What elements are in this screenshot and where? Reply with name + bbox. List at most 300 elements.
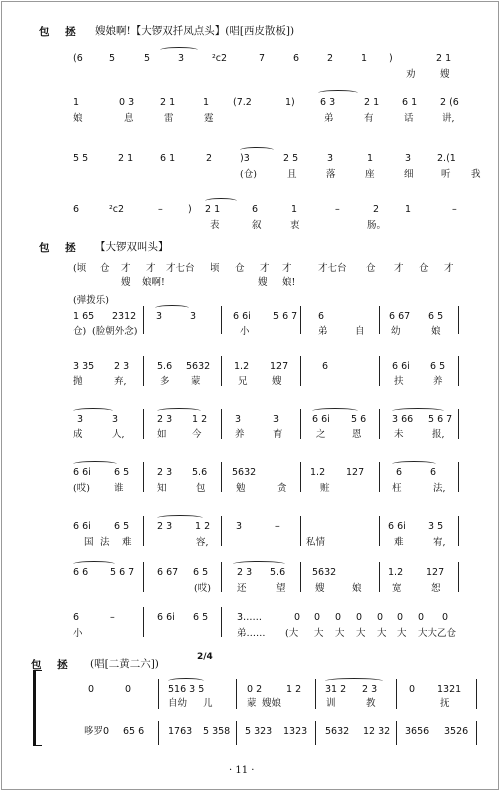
section-header [0, 240, 500, 254]
notation-row [0, 611, 500, 625]
note: 5 6 7 [273, 311, 298, 322]
note: 6 6i [388, 521, 406, 532]
note: 顷 [210, 263, 220, 274]
note: 1.2 [310, 467, 326, 478]
note: 1 2 [286, 684, 302, 695]
lyric: 私情 [306, 537, 326, 548]
lyric: 大 [377, 628, 387, 639]
note: 3 [112, 414, 119, 425]
section-header [0, 657, 500, 671]
slur [168, 678, 204, 684]
lyric: 娘啊! [142, 277, 165, 288]
barline [379, 562, 380, 592]
lyric: 幼 [391, 326, 401, 337]
note: 1 [361, 53, 368, 64]
lyric: 娘! [282, 277, 296, 288]
note: 6 6i [73, 467, 91, 478]
note: 5 [109, 53, 116, 64]
note: 2 1 [364, 97, 380, 108]
notation-row [0, 203, 500, 217]
barline [143, 562, 144, 592]
lyric: 之 [316, 429, 326, 440]
barline [143, 607, 144, 637]
note: 1323 [283, 726, 308, 737]
lyric: 勉 [236, 483, 246, 494]
barline [236, 721, 237, 745]
lyric: 育 [273, 429, 283, 440]
note: – [158, 204, 163, 215]
barline [300, 562, 301, 592]
note: 0 [442, 612, 449, 623]
note: (6 [73, 53, 83, 64]
note: 6 6i [233, 311, 251, 322]
note: 1 2 [192, 414, 208, 425]
lyric: 宥, [433, 537, 446, 548]
barline [221, 462, 222, 492]
lyric: 肠。 [367, 220, 387, 231]
lyric: 我 [471, 169, 481, 180]
notation-row [0, 52, 500, 66]
lyric: 小 [240, 326, 250, 337]
slur [155, 305, 189, 311]
note: 2 (6 [440, 97, 459, 108]
lyric: 自幼 [168, 698, 188, 709]
note: 127 [426, 567, 445, 578]
lyric: 包 [196, 483, 206, 494]
lyric: 话 [404, 113, 414, 124]
note: 3 [327, 153, 334, 164]
note: )3 [240, 153, 250, 164]
slur [160, 47, 198, 53]
note: 6 67 [389, 311, 411, 322]
note: 5 5 [73, 153, 89, 164]
note: 才 [121, 263, 131, 274]
lyric: 兄 [238, 376, 248, 387]
note: 0 [409, 684, 416, 695]
barline [458, 516, 459, 546]
note: 6 5 [193, 567, 209, 578]
note: 5 323 [245, 726, 273, 737]
note: 0 3 [119, 97, 135, 108]
lyric: 蒙 [191, 376, 201, 387]
barline [143, 306, 144, 334]
lyric: 今 [192, 429, 202, 440]
barline [158, 679, 159, 709]
note: 2 1 [205, 204, 221, 215]
lyric: (哎) [73, 483, 90, 494]
lyric: 训 [326, 698, 336, 709]
barline [143, 462, 144, 492]
barline [315, 679, 316, 709]
lyric: 养 [433, 376, 443, 387]
note: 6 5 [430, 361, 446, 372]
role-label: 包 拯 [39, 242, 82, 254]
notation-row [0, 683, 500, 697]
barline [476, 721, 477, 745]
note: 5632 [325, 726, 350, 737]
note: 1) [285, 97, 295, 108]
note: 5.6 [192, 467, 208, 478]
note: 6 [322, 361, 329, 372]
slur [325, 678, 383, 684]
barline [458, 462, 459, 492]
lyric: 弃, [114, 376, 127, 387]
note: 6 5 [428, 311, 444, 322]
lyric: 未 [394, 429, 404, 440]
note: 2 1 [160, 97, 176, 108]
note: 0 [314, 612, 321, 623]
role-label: 包 拯 [39, 26, 82, 38]
note: 5.6 [157, 361, 173, 372]
lyric: 难 [394, 537, 404, 548]
lyrics-row [0, 168, 500, 182]
lyric: 叙 [252, 220, 262, 231]
slur [73, 408, 113, 414]
lyrics-row [0, 428, 500, 442]
lyric: (大 [285, 628, 299, 639]
lyric: 大大乙仓 [418, 628, 457, 639]
section-header [0, 24, 500, 38]
lyric: 人, [112, 429, 125, 440]
note: 3 5 [428, 521, 444, 532]
barline [143, 356, 144, 386]
note: 6 3 [320, 97, 336, 108]
slur [73, 461, 117, 467]
note: 0 [125, 684, 132, 695]
lyric: 恕 [431, 583, 441, 594]
lyric: 大 [356, 628, 366, 639]
lyrics-row [0, 276, 500, 290]
barline [379, 306, 380, 334]
note: 才 [444, 263, 454, 274]
lyric: 容, [196, 537, 209, 548]
barline [221, 409, 222, 439]
lyric: (哎) [194, 583, 211, 594]
lyric: 劝 [406, 69, 416, 80]
barline [236, 679, 237, 709]
notation-row [0, 725, 500, 739]
note: 3 [273, 414, 280, 425]
lyric: 嫂 [440, 69, 450, 80]
slur [157, 515, 203, 521]
note: 1 [405, 204, 412, 215]
lyric: 娘 [352, 583, 362, 594]
note: 3 66 [392, 414, 414, 425]
note: – [110, 612, 115, 623]
lyric: 还 [237, 583, 247, 594]
note: 3 [235, 414, 242, 425]
slur [392, 408, 444, 414]
role-label: 包 拯 [31, 659, 74, 671]
note: 7 [259, 53, 266, 64]
note: 3 [190, 311, 197, 322]
barline [143, 516, 144, 546]
lyric: 恩 [352, 429, 362, 440]
percussion-row [0, 262, 500, 276]
note: ) [389, 53, 393, 64]
note: 哆罗0 [84, 726, 110, 737]
note: 仓 [366, 263, 376, 274]
lyric: 弟 [318, 326, 328, 337]
lyric: 表 [210, 220, 220, 231]
note: 6 6i [312, 414, 330, 425]
note: 6 [252, 204, 259, 215]
lyric: 大 [335, 628, 345, 639]
note: 才七台 [166, 263, 195, 274]
note: – [275, 521, 280, 532]
lyric: 难 [122, 537, 132, 548]
note: 2 3 [114, 361, 130, 372]
barline [300, 306, 301, 334]
lyric: 教 [366, 698, 376, 709]
lyric: 报, [432, 429, 445, 440]
lyrics-row [0, 325, 500, 339]
note: 2 3 [157, 467, 173, 478]
note: 6 6i [392, 361, 410, 372]
lyric: 且 [287, 169, 297, 180]
note: 1321 [437, 684, 462, 695]
slur [233, 561, 285, 567]
note: 6 [73, 612, 80, 623]
note: 0 [294, 612, 301, 623]
slur [205, 198, 237, 204]
note: 6 6i [157, 612, 175, 623]
slur [73, 561, 115, 567]
notation-row [0, 152, 500, 166]
note: 31 2 [325, 684, 347, 695]
note: 0 [418, 612, 425, 623]
note: ²c2 [109, 204, 125, 215]
note: 65 6 [123, 726, 145, 737]
note: 3…… [237, 612, 263, 623]
notation-row [0, 566, 500, 580]
note: 5632 [232, 467, 257, 478]
performance-note [0, 294, 500, 308]
notation-row [0, 520, 500, 534]
notation-row [0, 310, 500, 324]
time-signature: 2/4 [197, 652, 213, 662]
note: 3 35 [73, 361, 95, 372]
lyric: 贪 [277, 483, 287, 494]
note: 516 3 5 [168, 684, 205, 695]
note: 3 [156, 311, 163, 322]
lyric: 细 [404, 169, 414, 180]
barline [221, 516, 222, 546]
barline [458, 306, 459, 334]
slur [312, 408, 358, 414]
barline [476, 679, 477, 709]
note: 2312 [112, 311, 137, 322]
lyric: 息 [124, 113, 134, 124]
lyric: 座 [365, 169, 375, 180]
lyric: (仓) [240, 169, 257, 180]
lyric: 落 [326, 169, 336, 180]
note: 6 6 [73, 567, 89, 578]
lyric: 宽 [392, 583, 402, 594]
lyric: 抛 [73, 376, 83, 387]
note: 6 [73, 204, 80, 215]
lyric: 嫂娘 [262, 698, 282, 709]
note: 12 32 [363, 726, 391, 737]
note: 才七台 [318, 263, 347, 274]
note: 2 3 [157, 414, 173, 425]
note: (顷 [73, 263, 87, 274]
lyric: 嫂 [272, 376, 282, 387]
slur [157, 408, 201, 414]
note: 6 5 [114, 467, 130, 478]
note: 6 [396, 467, 403, 478]
slur [240, 147, 274, 153]
note: 2 1 [118, 153, 134, 164]
lyric: 如 [157, 429, 167, 440]
note: – [335, 204, 340, 215]
barline [458, 409, 459, 439]
note: – [452, 204, 457, 215]
note: 3656 [405, 726, 430, 737]
barline [458, 356, 459, 386]
lyrics-row [0, 536, 500, 550]
notation-row [0, 466, 500, 480]
note: ²c2 [212, 53, 228, 64]
lyric: 成 [73, 429, 83, 440]
slur [318, 90, 358, 96]
note: 2 [206, 153, 213, 164]
note: 0 [335, 612, 342, 623]
slur [392, 461, 436, 467]
lyric: 扶 [394, 376, 404, 387]
lyric: 大 [397, 628, 407, 639]
note: 1.2 [234, 361, 250, 372]
notation-row [0, 360, 500, 374]
note: 3 [236, 521, 243, 532]
note: 127 [270, 361, 289, 372]
lyrics-row [0, 697, 500, 711]
note: 才 [282, 263, 292, 274]
lyric: 弟 [324, 113, 334, 124]
header-text: 嫂娘啊!【大锣双扦凤点头】(唱[西皮散板]) [95, 25, 295, 37]
barline [221, 562, 222, 592]
barline [300, 356, 301, 386]
header-text: (唱[二黄二六]) [90, 658, 159, 670]
lyrics-row [0, 627, 500, 641]
lyric: 养 [235, 429, 245, 440]
lyric: 小 [73, 628, 83, 639]
lyrics-row [0, 219, 500, 233]
barline [379, 516, 380, 546]
note: 5 358 [203, 726, 231, 737]
lyric: 枉 [392, 483, 402, 494]
note: 1 [203, 97, 210, 108]
note: 3526 [444, 726, 469, 737]
note: 6 1 [160, 153, 176, 164]
lyric: (弹拨乐) [73, 295, 109, 306]
note: 才 [260, 263, 270, 274]
lyric: 雷 [164, 113, 174, 124]
note: 2 1 [436, 53, 452, 64]
note: 1 65 [73, 311, 95, 322]
lyric: 嫂 [258, 277, 268, 288]
lyric: 嫂 [121, 277, 131, 288]
lyric: 弟…… [237, 628, 266, 639]
lyric: 仓) [73, 326, 87, 337]
lyric: (脸朝外念) [92, 326, 138, 337]
note: 1 [367, 153, 374, 164]
note: 2 [327, 53, 334, 64]
barline [396, 721, 397, 745]
lyric: 儿 [203, 698, 213, 709]
note: 2 [373, 204, 380, 215]
notation-row [0, 96, 500, 110]
note: 2 3 [157, 521, 173, 532]
lyric: 知 [157, 483, 167, 494]
note: 0 [356, 612, 363, 623]
barline [143, 409, 144, 439]
lyric: 衷 [290, 220, 300, 231]
note: 6 [318, 311, 325, 322]
barline [379, 356, 380, 386]
note: 2 3 [237, 567, 253, 578]
note: ) [188, 204, 192, 215]
note: 5 6 [351, 414, 367, 425]
note: 5 [144, 53, 151, 64]
note: 0 [377, 612, 384, 623]
note: 0 [397, 612, 404, 623]
note: 5632 [186, 361, 211, 372]
note: 仓 [100, 263, 110, 274]
barline [300, 516, 301, 546]
notation-row [0, 413, 500, 427]
note: 6 5 [193, 612, 209, 623]
note: 6 67 [157, 567, 179, 578]
note: 5 6 7 [110, 567, 135, 578]
lyric: 多 [160, 376, 170, 387]
lyric: 霆 [204, 113, 214, 124]
barline [158, 721, 159, 745]
barline [221, 356, 222, 386]
lyric: 嫂 [315, 583, 325, 594]
note: 6 [293, 53, 300, 64]
note: 仓 [419, 263, 429, 274]
lyric: 听 [441, 169, 451, 180]
lyric: 法, [433, 483, 446, 494]
lyric: 自 [355, 326, 365, 337]
lyrics-row [0, 482, 500, 496]
lyric: 大 [314, 628, 324, 639]
note: 才 [394, 263, 404, 274]
note: 6 [430, 467, 437, 478]
page-number: · 11 · [229, 765, 255, 776]
header-text: 【大锣双叫头】 [95, 241, 169, 253]
note: 3 [405, 153, 412, 164]
barline [315, 721, 316, 745]
note: 2.(1 [437, 153, 456, 164]
lyrics-row [0, 68, 500, 82]
barline [300, 409, 301, 439]
note: 1 2 [195, 521, 211, 532]
note: 5632 [312, 567, 337, 578]
lyric: 蒙 [247, 698, 257, 709]
lyrics-row [0, 112, 500, 126]
note: 5 6 7 [428, 414, 453, 425]
barline [458, 562, 459, 592]
barline [300, 462, 301, 492]
barline [396, 679, 397, 709]
note: 6 1 [402, 97, 418, 108]
note: (7.2 [233, 97, 252, 108]
lyric: 娘 [73, 113, 83, 124]
note: 6 6i [73, 521, 91, 532]
lyric: 国 [84, 537, 94, 548]
